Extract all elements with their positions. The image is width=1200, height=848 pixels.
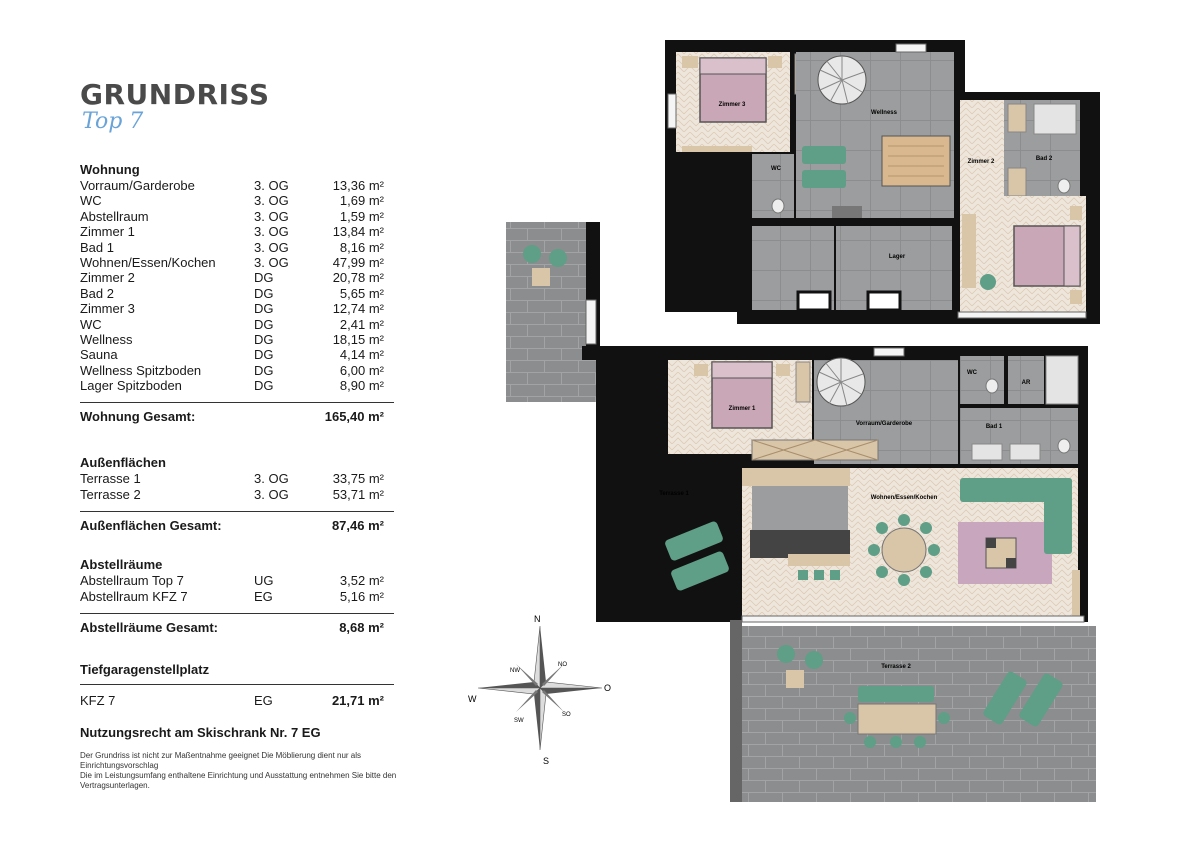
room-name: Terrasse 2 xyxy=(80,486,141,502)
label-wc-dg: WC xyxy=(771,166,781,172)
floor-level: DG xyxy=(254,301,274,317)
room-name: WC xyxy=(80,316,102,332)
label-wc-og: WC xyxy=(967,370,977,376)
room-name: Bad 1 xyxy=(80,239,114,255)
room-name: Terrasse 1 xyxy=(80,471,141,487)
garage-area: 21,71 m² xyxy=(331,693,384,709)
room-name: Sauna xyxy=(80,347,118,363)
section-title-abstell: Abstellräume xyxy=(80,557,163,573)
room-area: 1,59 m² xyxy=(339,208,384,224)
section-title-aussen: Außenflächen xyxy=(80,455,166,471)
label-terrasse1: Terrasse 1 xyxy=(659,491,689,497)
room-area: 13,36 m² xyxy=(332,178,384,193)
label-wellness: Wellness xyxy=(871,110,897,116)
room-wc-og xyxy=(960,356,1004,404)
room-area: 4,14 m² xyxy=(339,347,384,363)
label-lager: Lager xyxy=(888,254,906,260)
room-name: Vorraum/Garderobe xyxy=(80,178,195,193)
floor-level: EG xyxy=(254,588,273,604)
room-name: Zimmer 3 xyxy=(80,301,135,317)
room-name: Abstellraum Top 7 xyxy=(80,573,184,589)
room-area: 5,16 m² xyxy=(339,588,384,604)
chair-icon xyxy=(980,274,996,290)
floor-level: 3. OG xyxy=(254,254,289,270)
room-area: 8,90 m² xyxy=(339,378,384,394)
label-terrasse2: Terrasse 2 xyxy=(881,664,911,670)
dining-table xyxy=(882,528,926,572)
kitchen-counter xyxy=(750,530,850,558)
label-bad2: Bad 2 xyxy=(1035,156,1053,162)
floor-level: 3. OG xyxy=(254,178,289,193)
room-name: Wellness Spitzboden xyxy=(80,362,202,378)
floor-level: 3. OG xyxy=(254,239,289,255)
floor-level: DG xyxy=(254,316,274,332)
total-label: Wohnung Gesamt: xyxy=(80,409,196,425)
section-title-garage: Tiefgaragenstellplatz xyxy=(80,662,210,678)
floor-level: 3. OG xyxy=(254,471,289,487)
room-area: 18,15 m² xyxy=(332,331,384,347)
label-vorraum: Vorraum/Garderobe xyxy=(855,421,913,427)
floor-level: 3. OG xyxy=(254,193,289,209)
floor-level: DG xyxy=(254,270,274,286)
label-ar: AR xyxy=(1021,380,1031,386)
sauna-icon xyxy=(882,136,950,186)
total-value: 87,46 m² xyxy=(331,518,384,534)
compass-s: S xyxy=(543,756,550,766)
compass-nw: NW xyxy=(510,668,520,674)
compass-o: O xyxy=(604,683,612,693)
floor-level: DG xyxy=(254,362,274,378)
room-name: Zimmer 1 xyxy=(80,224,135,240)
floor-level: 3. OG xyxy=(254,208,289,224)
room-name: Lager Spitzboden xyxy=(80,378,182,394)
compass-no: NO xyxy=(558,662,567,668)
total-value: 8,68 m² xyxy=(339,620,384,636)
floor-level: DG xyxy=(254,285,274,301)
garage-name: KFZ 7 xyxy=(80,693,116,709)
floor-level: 3. OG xyxy=(254,486,289,502)
room-area: 47,99 m² xyxy=(332,254,384,270)
floor-level: 3. OG xyxy=(254,224,289,240)
room-area: 12,74 m² xyxy=(332,301,384,317)
room-name: Abstellraum KFZ 7 xyxy=(80,588,188,604)
section-title-wohnung: Wohnung xyxy=(80,162,140,177)
lounger-icon xyxy=(802,170,846,188)
floor-level: DG xyxy=(254,331,274,347)
compass-n: N xyxy=(534,614,541,624)
floor-level: DG xyxy=(254,378,274,394)
lounger-icon xyxy=(802,146,846,164)
disclaimer-line-2: Die im Leistungsumfang enthaltene Einrichtung und Ausstattung entnehmen Sie bitte den Vertragsunterlagen. xyxy=(80,771,397,791)
room-area: 1,69 m² xyxy=(339,193,384,209)
compass-sw: SW xyxy=(514,718,524,724)
room-area: 20,78 m² xyxy=(332,270,384,286)
floor-dg xyxy=(665,40,1100,324)
label-bad1: Bad 1 xyxy=(985,424,1003,430)
room-area: 5,65 m² xyxy=(339,285,384,301)
room-name: Bad 2 xyxy=(80,285,114,301)
room-name: Wellness xyxy=(80,331,133,347)
room-area: 33,75 m² xyxy=(332,471,384,487)
label-wohnen: Wohnen/Essen/Kochen xyxy=(870,495,938,501)
label-zimmer2: Zimmer 2 xyxy=(967,159,995,165)
room-area: 53,71 m² xyxy=(332,486,384,502)
room-area: 3,52 m² xyxy=(339,573,384,589)
toilet-icon xyxy=(772,199,784,213)
room-area: 8,16 m² xyxy=(339,239,384,255)
skischrank-note: Nutzungsrecht am Skischrank Nr. 7 EG xyxy=(80,725,321,741)
compass-w: W xyxy=(468,694,477,704)
label-zimmer1: Zimmer 1 xyxy=(728,406,756,412)
page-subtitle: Top 7 xyxy=(82,109,144,134)
total-label: Außenflächen Gesamt: xyxy=(80,518,222,534)
room-name: WC xyxy=(80,193,102,209)
compass-rose-icon xyxy=(468,614,611,766)
room-zimmer2 xyxy=(960,100,1004,210)
floor-level: UG xyxy=(254,573,274,589)
room-name: Wohnen/Essen/Kochen xyxy=(80,254,216,270)
total-label: Abstellräume Gesamt: xyxy=(80,620,218,636)
room-area: 2,41 m² xyxy=(339,316,384,332)
total-value: 165,40 m² xyxy=(324,409,384,425)
wardrobe-icon xyxy=(752,440,878,460)
disclaimer-line-1: Der Grundriss ist nicht zur Maßentnahme geeignet Die Möblierung dient nur als Einrichtungsvorschlag xyxy=(80,751,362,771)
room-area: 13,84 m² xyxy=(332,224,384,240)
floor-level: DG xyxy=(254,347,274,363)
label-zimmer3: Zimmer 3 xyxy=(718,102,746,108)
room-name: Abstellraum xyxy=(80,208,149,224)
page-title: GRUNDRISS xyxy=(80,78,270,111)
room-area: 6,00 m² xyxy=(339,362,384,378)
garage-floor: EG xyxy=(254,693,273,709)
room-name: Zimmer 2 xyxy=(80,270,135,286)
compass-so: SO xyxy=(562,712,571,718)
